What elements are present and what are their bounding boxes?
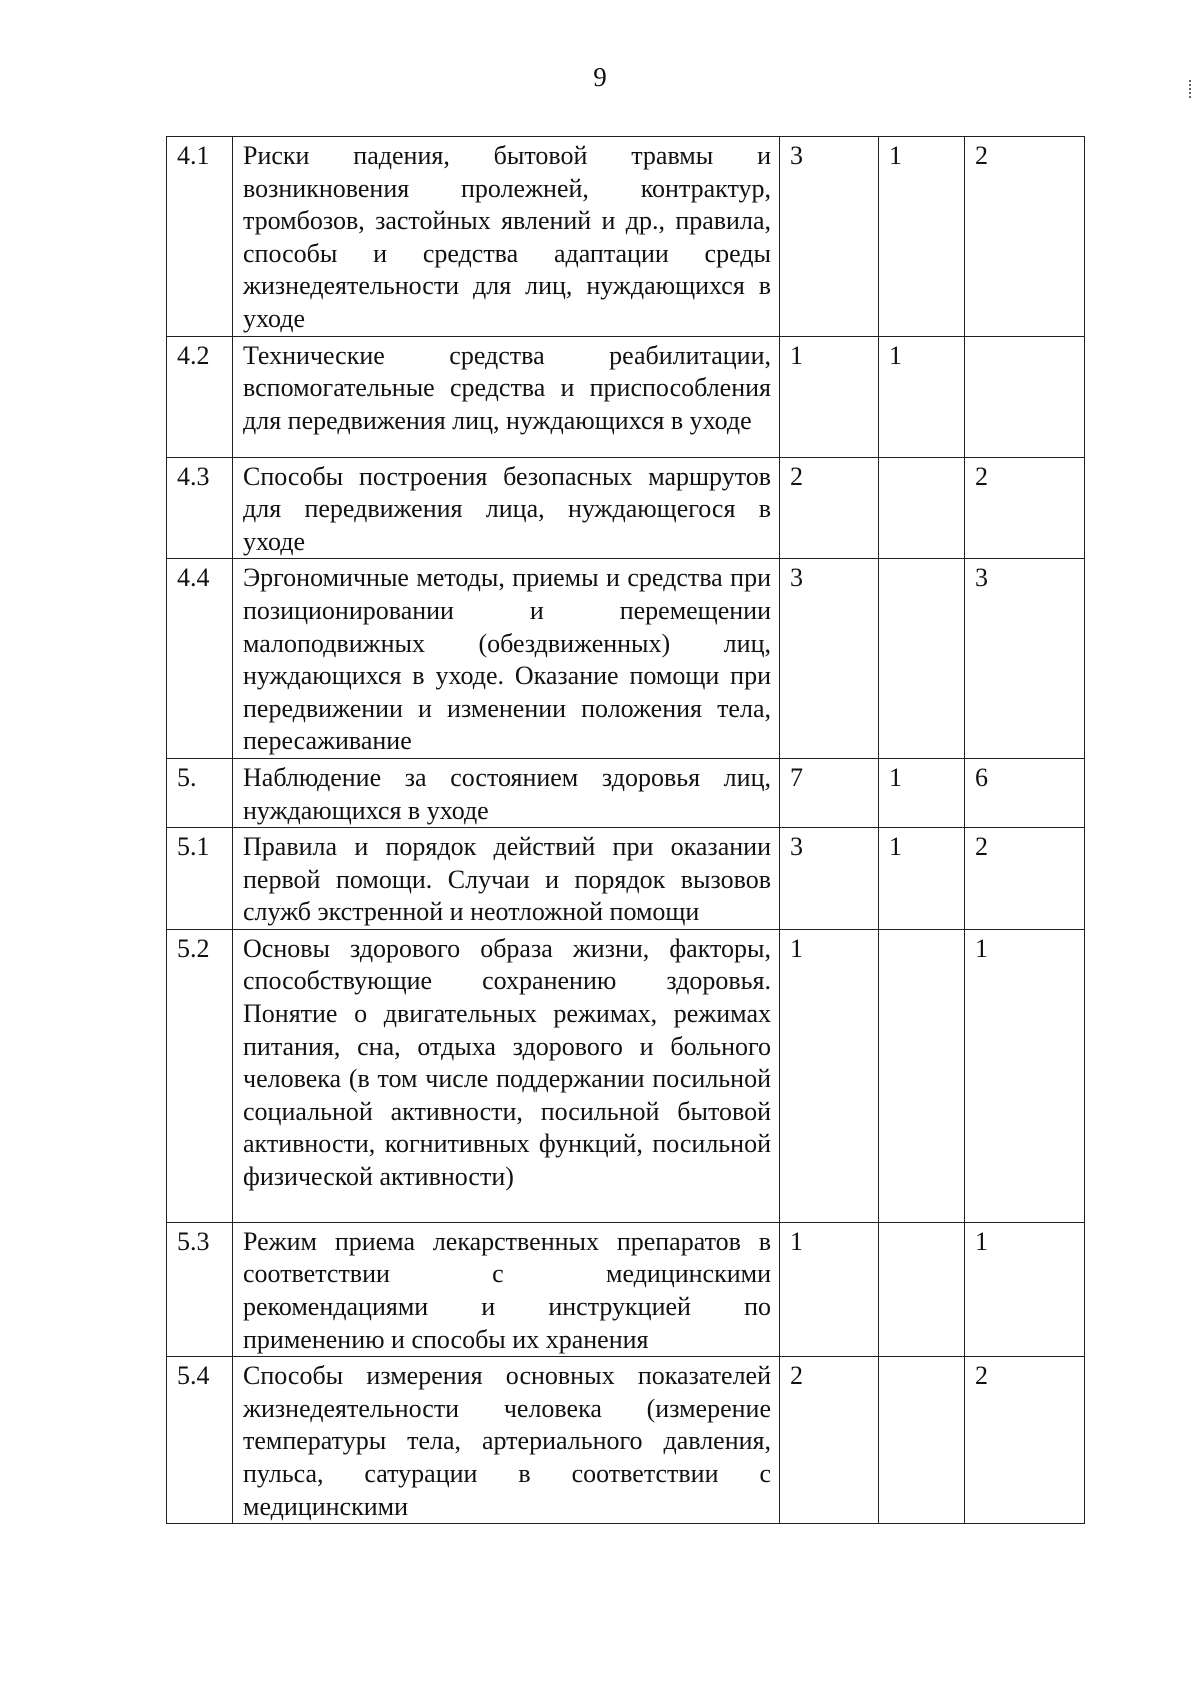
row-number: 4.4 [167,559,233,759]
table-row [167,559,1085,759]
row-practice-hours: 2 [965,457,1085,559]
row-topic: Правила и порядок действий при оказании первой помощи. Случаи и порядок вызовов служб экстренной и неотложной помощи [233,828,780,930]
row-number: 4.2 [167,336,233,457]
row-total-hours: 3 [780,137,879,337]
row-topic: Эргономичные методы, приемы и средства при позиционировании и перемещении малоподвижных (обездвиженных) лиц, нуждающихся в уходе. Оказание помощи при передвижении и изменении положения тела, пересаживание [233,559,780,759]
row-theory-hours: 1 [879,758,965,827]
table-row [167,758,1085,827]
row-number: 5.3 [167,1222,233,1356]
row-practice-hours: 2 [965,1357,1085,1524]
row-topic: Режим приема лекарственных препаратов в соответствии с медицинскими рекомендациями и инструкцией по применению и способы их хранения [233,1222,780,1356]
row-topic: Наблюдение за состоянием здоровья лиц, нуждающихся в уходе [233,758,780,827]
table-row [167,137,1085,337]
row-theory-hours: 1 [879,336,965,457]
row-total-hours: 3 [780,828,879,930]
row-total-hours: 2 [780,1357,879,1524]
row-practice-hours: 2 [965,137,1085,337]
table-row [167,336,1085,457]
row-practice-hours: 1 [965,1222,1085,1356]
table-row [167,1222,1085,1356]
table-row [167,1357,1085,1524]
row-theory-hours [879,457,965,559]
row-number: 5.1 [167,828,233,930]
row-topic: Способы измерения основных показателей жизнедеятельности человека (измерение температуры тела, артериального давления, пульса, сатурации в соответствии с медицинскими [233,1357,780,1524]
row-total-hours: 1 [780,1222,879,1356]
table-row [167,457,1085,559]
row-topic: Технические средства реабилитации, вспомогательные средства и приспособления для передвижения лиц, нуждающихся в уходе [233,336,780,457]
row-topic: Риски падения, бытовой травмы и возникновения пролежней, контрактур, тромбозов, застойных явлений и др., правила, способы и средства адаптации среды жизнедеятельности для лиц, нуждающихся в уходе [233,137,780,337]
table-row [167,828,1085,930]
row-total-hours: 1 [780,336,879,457]
row-number: 5.2 [167,929,233,1222]
row-theory-hours [879,929,965,1222]
row-topic: Основы здорового образа жизни, факторы, способствующие сохранению здоровья. Понятие о двигательных режимах, режимах питания, сна, отдыха здорового и больного человека (в том числе поддержании посильной социальной активности, посильной бытовой активности, когнитивных функций, посильной физической активности) [233,929,780,1222]
row-total-hours: 3 [780,559,879,759]
row-practice-hours: 2 [965,828,1085,930]
table-row [167,929,1085,1222]
scan-edge-mark [1189,80,1194,98]
row-theory-hours: 1 [879,137,965,337]
row-topic: Способы построения безопасных маршрутов для передвижения лица, нуждающегося в уходе [233,457,780,559]
row-total-hours: 7 [780,758,879,827]
row-practice-hours [965,336,1085,457]
row-practice-hours: 3 [965,559,1085,759]
row-theory-hours: 1 [879,828,965,930]
row-total-hours: 2 [780,457,879,559]
row-number: 4.1 [167,137,233,337]
row-number: 4.3 [167,457,233,559]
row-total-hours: 1 [780,929,879,1222]
row-theory-hours [879,1357,965,1524]
curriculum-table [166,136,1085,1524]
row-number: 5. [167,758,233,827]
row-practice-hours: 1 [965,929,1085,1222]
row-practice-hours: 6 [965,758,1085,827]
row-theory-hours [879,559,965,759]
row-number: 5.4 [167,1357,233,1524]
page-number: 9 [593,62,607,92]
row-theory-hours [879,1222,965,1356]
